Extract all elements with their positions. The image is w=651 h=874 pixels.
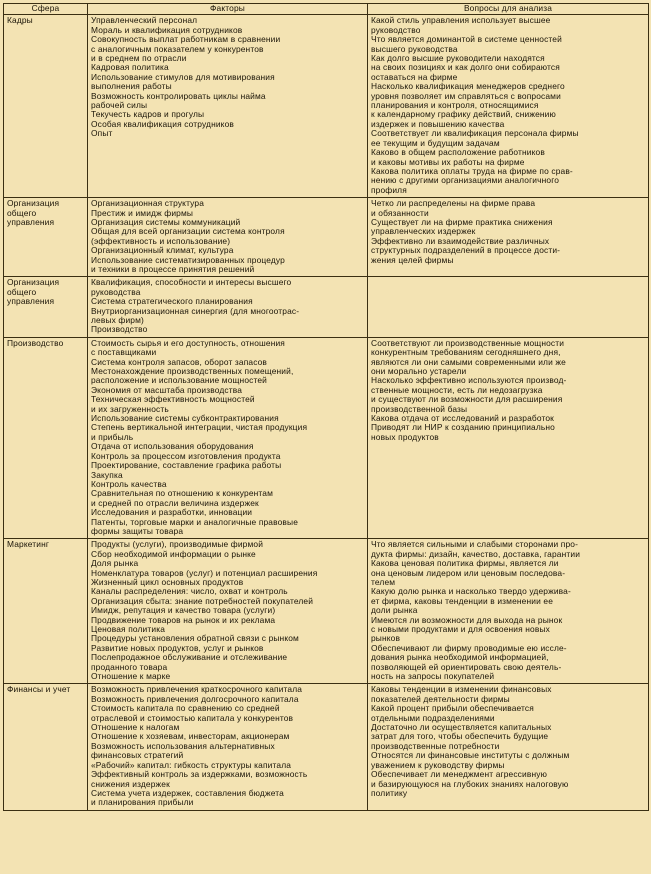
question-line: Какова политика оплаты труда на фирме по срав- xyxy=(371,165,573,176)
question-line: Имеются ли возможности для выхода на рынок xyxy=(371,614,563,625)
header-questions: Вопросы для анализа xyxy=(368,4,649,15)
factor-line: Имидж, репутация и качество товара (услуги) xyxy=(91,605,276,616)
question-line: производственные потребности xyxy=(371,740,500,751)
question-line: ственные мощности, есть ли недозагрузка xyxy=(371,384,543,395)
analysis-table xyxy=(3,3,649,811)
factor-line: Ценовая политика xyxy=(91,624,166,634)
factor-line: Каналы распределения: число, охват и контроль xyxy=(91,586,288,597)
factor-line: Проектирование, составление графика работы xyxy=(91,460,282,471)
question-line: новых продуктов xyxy=(371,431,439,442)
factors-cell xyxy=(88,539,368,684)
factor-line: Отношение к хозяевам, инвесторам, акционерам xyxy=(91,731,290,742)
factor-line: Система контроля запасов, оборот запасов xyxy=(91,356,268,367)
factor-line: Продукты (услуги), производимые фирмой xyxy=(91,539,264,550)
factor-line: Система учета издержек, составления бюджета xyxy=(91,787,284,798)
question-line: Насколько эффективно используются производ- xyxy=(371,375,567,386)
question-line: на своих позициях и как долго они собираются xyxy=(371,62,560,73)
question-line: уровня позволяет им справляться с вопросами xyxy=(371,90,561,101)
question-line: они морально устарели xyxy=(371,366,467,377)
page xyxy=(0,3,651,874)
factor-line: Кадровая политика xyxy=(91,62,169,73)
factor-line: Совокупность выплат работникам в сравнении xyxy=(91,34,281,45)
factor-line: Организационная структура xyxy=(91,198,205,209)
question-line: Обеспечивают ли фирму проводимые ею иссле- xyxy=(371,642,567,653)
table-row xyxy=(4,15,649,198)
question-line: оставаться на фирме xyxy=(371,71,458,82)
factor-line: Организационный климат, культура xyxy=(91,245,234,256)
factor-line: Организация системы коммуникаций xyxy=(91,216,241,227)
factor-line: Сравнительная по отношению к конкурентам xyxy=(91,488,274,499)
factor-line: выполнения работы xyxy=(91,81,172,92)
question-line: Обеспечивает ли менеджмент агрессивную xyxy=(371,769,547,780)
table-row xyxy=(4,277,649,337)
table-row xyxy=(4,198,649,277)
question-line: политику xyxy=(371,787,408,798)
factor-line: «Рабочий» капитал: гибкость структуры капитала xyxy=(91,759,292,770)
factor-line: Эффективный контроль за издержками, возможность xyxy=(91,769,308,780)
table-body xyxy=(4,15,649,810)
sphere-line: Маркетинг xyxy=(7,539,50,550)
factor-line: Закупка xyxy=(91,469,123,480)
question-line: Какую долю рынка и насколько твердо удержива- xyxy=(371,586,571,597)
factor-line: Исследования и разработки, инновации xyxy=(91,507,253,518)
sphere-cell xyxy=(4,684,88,810)
question-line: и базирующуюся на глубоких знаниях налоговую xyxy=(371,778,569,789)
question-line: Что является доминантой в системе ценностей xyxy=(371,34,562,45)
question-line: Каковы тенденции в изменении финансовых xyxy=(371,684,552,695)
factor-line: отраслевой и стоимостью капитала у конкурентов xyxy=(91,712,294,723)
questions-cell xyxy=(368,277,649,337)
factor-line: формы защиты товара xyxy=(91,525,184,536)
sphere-line: Производство xyxy=(7,337,64,348)
factor-line: Мораль и квалификация сотрудников xyxy=(91,24,243,35)
factor-line: снижения издержек xyxy=(91,778,170,789)
factor-line: Использование систематизированных процедур xyxy=(91,254,285,265)
question-line: Какой процент прибыли обеспечивается xyxy=(371,703,534,714)
factor-line: Стоимость сырья и его доступность, отношения xyxy=(91,337,285,348)
factor-line: Контроль качества xyxy=(91,478,167,489)
question-line: Приводят ли НИР к созданию принципиально xyxy=(371,422,555,433)
question-line: ность на запросы покупателей xyxy=(371,671,495,682)
sphere-cell xyxy=(4,539,88,684)
question-line: Какова ценовая политика фирмы, является ли xyxy=(371,558,559,569)
question-line: показателей деятельности фирмы xyxy=(371,693,510,704)
factor-line: Номенклатура товаров (услуг) и потенциал расширения xyxy=(91,567,318,578)
question-line: управленческих издержек xyxy=(371,226,476,237)
question-line: Соответствует ли квалификация персонала фирмы xyxy=(371,128,579,139)
question-line: являются ли они самыми современными или же xyxy=(371,356,566,367)
question-line: телем xyxy=(371,576,396,587)
sphere-cell xyxy=(4,277,88,337)
factor-line: Экономия от масштаба производства xyxy=(91,384,243,395)
factor-line: Отношение к марке xyxy=(91,671,171,682)
factor-line: и техники в процессе принятия решений xyxy=(91,263,255,274)
question-line: Как долго высшие руководители находятся xyxy=(371,53,545,64)
factor-line: Процедуры установления обратной связи с рынком xyxy=(91,633,299,644)
question-line: Что является сильными и слабыми сторонами про- xyxy=(371,539,579,550)
sphere-line: Кадры xyxy=(7,15,33,26)
sphere-cell xyxy=(4,15,88,198)
factor-line: и в среднем по отрасли xyxy=(91,53,187,64)
factor-line: Квалификация, способности и интересы высшего xyxy=(91,277,292,288)
sphere-line: управления xyxy=(7,216,55,227)
question-line: Эффективно ли взаимодействие различных xyxy=(371,235,550,246)
factor-line: Возможность привлечения долгосрочного капитала xyxy=(91,693,299,704)
factor-line: Возможность привлечения краткосрочного капитала xyxy=(91,684,303,695)
factor-line: и средней по отрасли величина издержек xyxy=(91,497,259,508)
factor-line: рабочей силы xyxy=(91,100,148,111)
factor-line: Общая для всей организации система контроля xyxy=(91,226,285,237)
sphere-cell xyxy=(4,198,88,277)
factors-cell xyxy=(88,277,368,337)
question-line: затрат для того, чтобы обеспечить будущие xyxy=(371,731,549,742)
factors-cell xyxy=(88,684,368,810)
sphere-cell xyxy=(4,337,88,539)
question-line: структурных подразделений в процессе дости- xyxy=(371,245,561,256)
factor-line: (эффективность и использование) xyxy=(91,235,231,246)
factor-line: Патенты, торговые марки и аналогичные правовые xyxy=(91,516,299,527)
factor-line: Сбор необходимой информации о рынке xyxy=(91,548,256,559)
factor-line: Жизненный цикл основных продуктов xyxy=(91,576,244,587)
questions-cell xyxy=(368,539,649,684)
question-line: дукта фирмы: дизайн, качество, доставка, гарантии xyxy=(371,548,581,559)
sphere-line: Организация xyxy=(7,277,60,288)
questions-cell xyxy=(368,684,649,810)
factor-line: Доля рынка xyxy=(91,558,139,569)
question-line: ет фирма, каковы тенденции в изменении ее xyxy=(371,595,553,606)
question-line: позволяющей ей ориентировать свою деятель- xyxy=(371,661,562,672)
factor-line: Техническая эффективность мощностей xyxy=(91,394,255,405)
factor-line: Возможность использования альтернативных xyxy=(91,740,275,751)
factor-line: Система стратегического планирования xyxy=(91,296,253,307)
sphere-line: общего xyxy=(7,286,37,297)
factor-line: левых фирм) xyxy=(91,315,144,325)
factor-line: Использование стимулов для мотивирования xyxy=(91,71,275,82)
factor-line: Возможность контролировать циклы найма xyxy=(91,90,266,101)
factor-line: и их загруженность xyxy=(91,403,169,414)
question-line: она ценовым лидером или ценовым последова- xyxy=(371,567,566,578)
question-line: и обязанности xyxy=(371,207,429,218)
factor-line: и планирования прибыли xyxy=(91,797,194,808)
factors-cell xyxy=(88,198,368,277)
table-row xyxy=(4,539,649,684)
question-line: Существует ли на фирме практика снижения xyxy=(371,216,553,227)
question-line: Относятся ли финансовые институты с должным xyxy=(371,750,570,761)
questions-cell xyxy=(368,337,649,539)
question-line: профиля xyxy=(371,184,407,195)
questions-cell xyxy=(368,15,649,198)
question-line: конкурентным требованиям сегодняшнего дня, xyxy=(371,347,561,358)
question-line: высшего руководства xyxy=(371,43,458,54)
factor-line: Текучесть кадров и прогулы xyxy=(91,109,205,120)
question-line: рынков xyxy=(371,633,401,644)
question-line: отдельными подразделениями xyxy=(371,712,495,723)
factor-line: Использование системы субконтрактирования xyxy=(91,413,279,424)
factors-cell xyxy=(88,15,368,198)
sphere-line: общего xyxy=(7,207,37,218)
question-line: планирования и контроля, относящимися xyxy=(371,100,539,111)
question-line: Четко ли распределены на фирме права xyxy=(371,198,536,209)
factor-line: Организация сбыта: знание потребностей покупателей xyxy=(91,595,314,606)
factor-line: и прибыль xyxy=(91,431,134,442)
factor-line: Послепродажное обслуживание и отслеживание xyxy=(91,652,288,663)
factor-line: Опыт xyxy=(91,128,113,139)
question-line: дования рынка необходимой информацией, xyxy=(371,652,549,663)
question-line: и каковы мотивы их работы на фирме xyxy=(371,156,525,167)
question-line: нению с другими организациями аналогичного xyxy=(371,175,560,186)
factor-line: Производство xyxy=(91,324,148,335)
question-line: доли рынка xyxy=(371,605,418,616)
factor-line: Отдача от использования оборудования xyxy=(91,441,254,452)
question-line: Какой стиль управления использует высшее xyxy=(371,15,551,26)
factor-line: Продвижение товаров на рынок и их реклама xyxy=(91,614,276,625)
question-line: руководство xyxy=(371,24,421,35)
question-line: издержек и повышению качества xyxy=(371,118,505,129)
question-line: Соответствуют ли производственные мощности xyxy=(371,337,565,348)
factor-line: расположение и использование мощностей xyxy=(91,375,267,386)
sphere-line: управления xyxy=(7,296,55,307)
factor-line: Особая квалификация сотрудников xyxy=(91,118,235,129)
factor-line: Престиж и имидж фирмы xyxy=(91,207,194,218)
header-factors: Факторы xyxy=(88,4,368,15)
question-line: ее текущим и будущим задачам xyxy=(371,137,500,148)
question-line: Каково в общем расположение работников xyxy=(371,147,545,158)
question-line: и существуют ли возможности для расширения xyxy=(371,394,563,405)
factor-line: финансовых стратегий xyxy=(91,750,184,761)
header-sphere: Сфера xyxy=(4,4,88,15)
table-row xyxy=(4,337,649,539)
question-line: Насколько квалификация менеджеров среднего xyxy=(371,81,565,92)
factor-line: Развитие новых продуктов, услуг и рынков xyxy=(91,642,264,653)
factor-line: Отношение к налогам xyxy=(91,722,180,733)
factor-line: Управленческий персонал xyxy=(91,15,198,26)
question-line: Достаточно ли осуществляется капитальных xyxy=(371,722,552,733)
sphere-line: Организация xyxy=(7,198,60,209)
factor-line: Внутриорганизационная синергия (для многоотрас- xyxy=(91,305,300,316)
factors-cell xyxy=(88,337,368,539)
factor-line: с аналогичным показателем у конкурентов xyxy=(91,43,264,54)
factor-line: Степень вертикальной интеграции, чистая продукция xyxy=(91,422,308,433)
factor-line: Стоимость капитала по сравнению со средней xyxy=(91,703,280,714)
questions-cell xyxy=(368,198,649,277)
factor-line: Контроль за процессом изготовления продукта xyxy=(91,450,281,461)
question-line: с новыми продуктами и для освоения новых xyxy=(371,624,550,634)
factor-line: проданного товара xyxy=(91,661,168,672)
question-line: уважением к руководству фирмы xyxy=(371,759,505,770)
question-line: производственной базы xyxy=(371,403,468,414)
table-row xyxy=(4,684,649,810)
question-line: жения целей фирмы xyxy=(371,254,454,265)
factor-line: с поставщиками xyxy=(91,347,157,358)
question-line: к календарному графику действий, снижению xyxy=(371,109,556,120)
sphere-line: Финансы и учет xyxy=(7,684,71,695)
header-row xyxy=(4,4,649,15)
factor-line: руководства xyxy=(91,286,141,297)
question-line: Какова отдача от исследований и разработок xyxy=(371,413,554,424)
factor-line: Местонахождение производственных помещений, xyxy=(91,366,294,377)
